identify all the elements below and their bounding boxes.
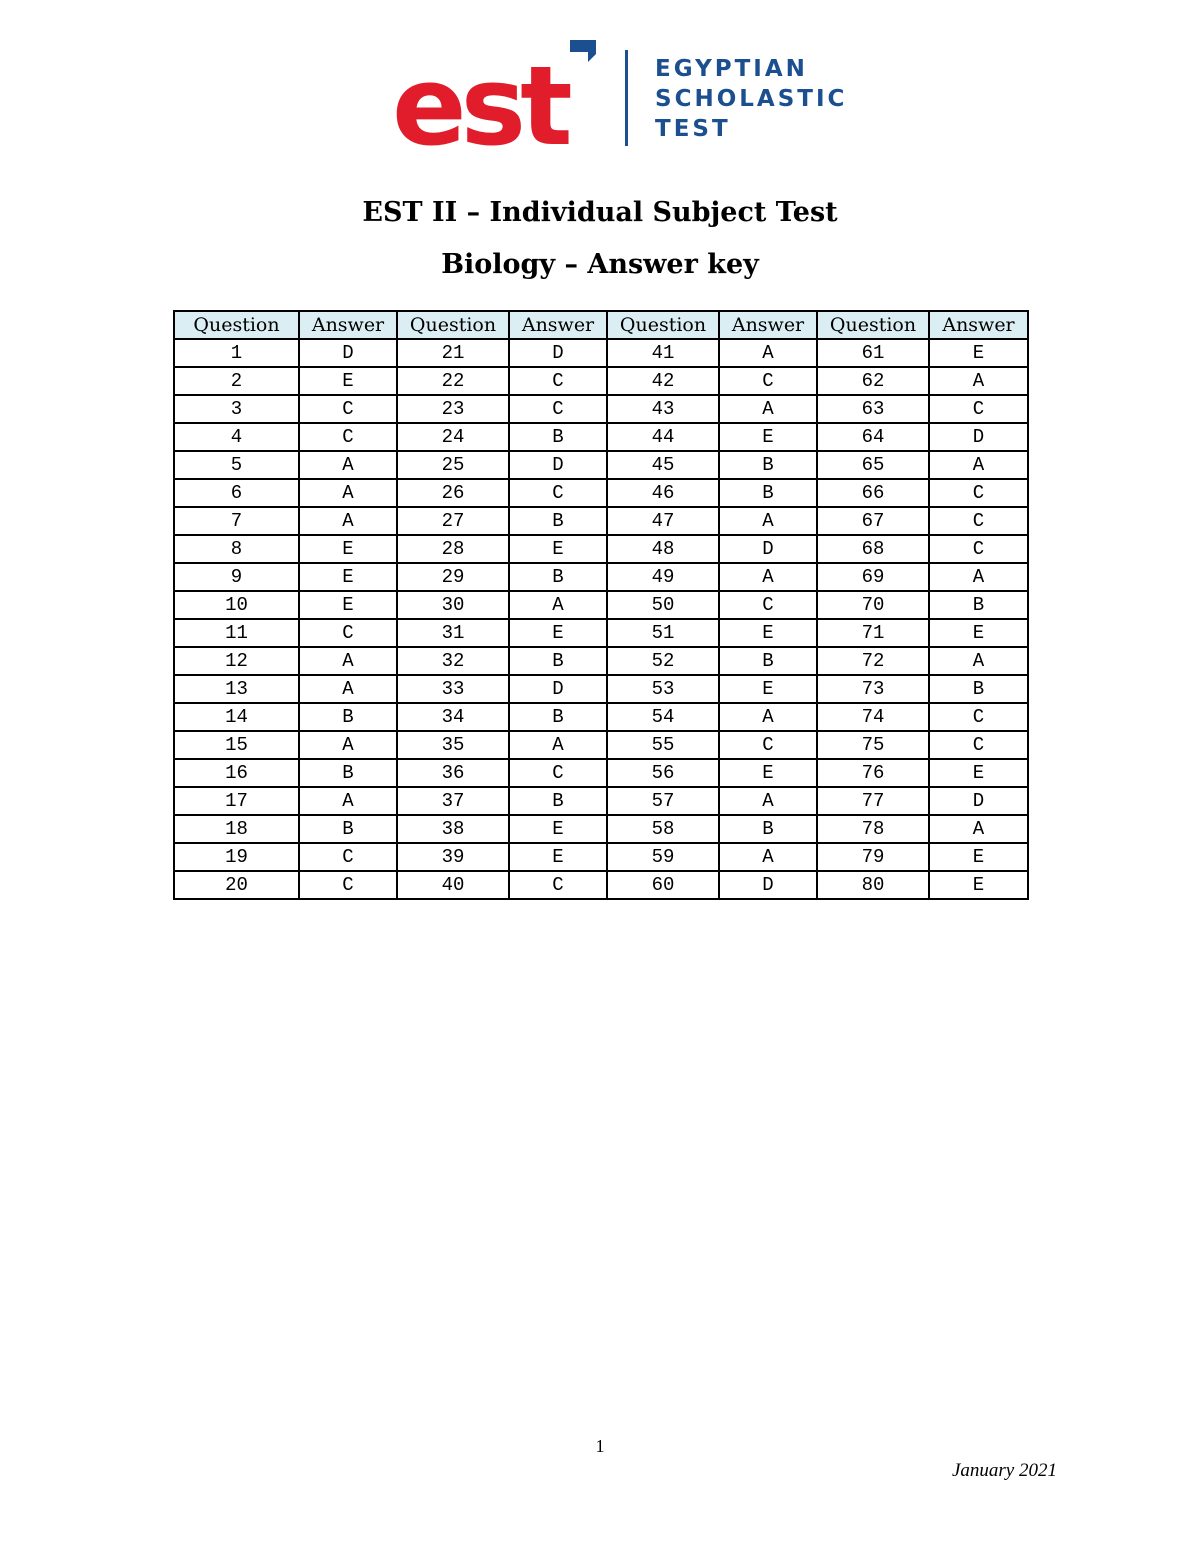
logo-name-line-3: TEST	[655, 116, 731, 142]
question-number-cell: 22	[397, 367, 509, 395]
answer-cell: A	[929, 451, 1028, 479]
answer-cell: A	[719, 507, 817, 535]
question-number-cell: 33	[397, 675, 509, 703]
question-number-cell: 77	[817, 787, 929, 815]
question-number-cell: 10	[174, 591, 299, 619]
question-column-header: Question	[397, 311, 509, 339]
table-row	[174, 423, 1028, 451]
est-logo-mark	[392, 36, 607, 152]
question-number-cell: 37	[397, 787, 509, 815]
question-number-cell: 71	[817, 619, 929, 647]
answer-cell: B	[929, 591, 1028, 619]
question-number-cell: 19	[174, 843, 299, 871]
answer-cell: D	[299, 339, 397, 367]
answer-cell: A	[719, 395, 817, 423]
question-number-cell: 55	[607, 731, 719, 759]
answer-cell: A	[719, 563, 817, 591]
answer-cell: C	[299, 423, 397, 451]
question-number-cell: 32	[397, 647, 509, 675]
answer-cell: B	[509, 563, 607, 591]
question-column-header: Question	[174, 311, 299, 339]
question-number-cell: 48	[607, 535, 719, 563]
question-number-cell: 24	[397, 423, 509, 451]
answer-cell: A	[299, 479, 397, 507]
question-number-cell: 14	[174, 703, 299, 731]
answer-cell: A	[299, 731, 397, 759]
logo-flag-icon	[570, 40, 596, 62]
answer-cell: A	[299, 675, 397, 703]
question-number-cell: 25	[397, 451, 509, 479]
question-number-cell: 11	[174, 619, 299, 647]
est-logo	[392, 36, 862, 152]
question-number-cell: 61	[817, 339, 929, 367]
question-number-cell: 8	[174, 535, 299, 563]
answer-cell: A	[299, 647, 397, 675]
answer-cell: E	[719, 759, 817, 787]
table-row	[174, 507, 1028, 535]
answer-cell: E	[929, 759, 1028, 787]
answer-cell: C	[299, 871, 397, 899]
answer-cell: C	[299, 395, 397, 423]
question-number-cell: 47	[607, 507, 719, 535]
answer-cell: B	[509, 507, 607, 535]
answer-cell: E	[299, 367, 397, 395]
answer-column-header: Answer	[299, 311, 397, 339]
answer-cell: E	[929, 339, 1028, 367]
question-number-cell: 28	[397, 535, 509, 563]
answer-cell: B	[509, 787, 607, 815]
table-row	[174, 451, 1028, 479]
question-number-cell: 15	[174, 731, 299, 759]
answer-cell: B	[719, 451, 817, 479]
answer-cell: A	[929, 647, 1028, 675]
answer-cell: D	[509, 339, 607, 367]
logo-divider	[625, 50, 628, 146]
question-number-cell: 5	[174, 451, 299, 479]
logo-name-line-1: EGYPTIAN	[655, 56, 808, 82]
table-row	[174, 535, 1028, 563]
answer-cell: E	[509, 535, 607, 563]
answer-cell: C	[929, 395, 1028, 423]
question-number-cell: 63	[817, 395, 929, 423]
answer-cell: A	[929, 563, 1028, 591]
answer-cell: A	[299, 507, 397, 535]
answer-cell: C	[929, 731, 1028, 759]
question-number-cell: 46	[607, 479, 719, 507]
document-subtitle: Biology – Answer key	[441, 249, 759, 280]
answer-cell: C	[719, 731, 817, 759]
question-number-cell: 3	[174, 395, 299, 423]
answer-cell: A	[299, 787, 397, 815]
table-row	[174, 871, 1028, 899]
table-row	[174, 591, 1028, 619]
question-number-cell: 39	[397, 843, 509, 871]
answer-cell: B	[299, 759, 397, 787]
question-number-cell: 70	[817, 591, 929, 619]
question-number-cell: 64	[817, 423, 929, 451]
answer-cell: C	[929, 507, 1028, 535]
question-number-cell: 51	[607, 619, 719, 647]
question-number-cell: 44	[607, 423, 719, 451]
question-number-cell: 78	[817, 815, 929, 843]
answer-cell: B	[299, 703, 397, 731]
question-number-cell: 53	[607, 675, 719, 703]
answer-column-header: Answer	[509, 311, 607, 339]
answer-cell: E	[719, 619, 817, 647]
table-header-row	[174, 311, 1028, 339]
answer-cell: E	[719, 423, 817, 451]
answer-cell: A	[719, 843, 817, 871]
question-number-cell: 60	[607, 871, 719, 899]
answer-cell: C	[509, 395, 607, 423]
answer-cell: E	[509, 815, 607, 843]
answer-cell: B	[299, 815, 397, 843]
answer-cell: A	[509, 591, 607, 619]
question-number-cell: 56	[607, 759, 719, 787]
table-row	[174, 843, 1028, 871]
answer-cell: A	[719, 339, 817, 367]
question-number-cell: 35	[397, 731, 509, 759]
question-number-cell: 75	[817, 731, 929, 759]
answer-cell: D	[719, 535, 817, 563]
answer-cell: C	[509, 759, 607, 787]
question-number-cell: 40	[397, 871, 509, 899]
question-number-cell: 36	[397, 759, 509, 787]
answer-cell: E	[929, 871, 1028, 899]
answer-key-table	[173, 310, 1029, 900]
question-number-cell: 42	[607, 367, 719, 395]
logo-name	[655, 54, 847, 144]
answer-cell: A	[719, 787, 817, 815]
answer-cell: C	[299, 619, 397, 647]
question-number-cell: 31	[397, 619, 509, 647]
question-number-cell: 18	[174, 815, 299, 843]
answer-cell: B	[719, 647, 817, 675]
answer-cell: A	[929, 367, 1028, 395]
question-number-cell: 73	[817, 675, 929, 703]
question-number-cell: 43	[607, 395, 719, 423]
question-number-cell: 23	[397, 395, 509, 423]
answer-cell: C	[929, 479, 1028, 507]
table-row	[174, 339, 1028, 367]
question-number-cell: 17	[174, 787, 299, 815]
answer-cell: C	[509, 479, 607, 507]
question-number-cell: 69	[817, 563, 929, 591]
table-row	[174, 395, 1028, 423]
question-number-cell: 2	[174, 367, 299, 395]
table-row	[174, 731, 1028, 759]
table-row	[174, 787, 1028, 815]
question-number-cell: 52	[607, 647, 719, 675]
question-number-cell: 21	[397, 339, 509, 367]
table-row	[174, 815, 1028, 843]
question-number-cell: 67	[817, 507, 929, 535]
answer-cell: B	[929, 675, 1028, 703]
table-row	[174, 675, 1028, 703]
question-number-cell: 16	[174, 759, 299, 787]
answer-cell: A	[719, 703, 817, 731]
answer-cell: E	[299, 563, 397, 591]
document-title: EST II – Individual Subject Test	[362, 197, 838, 228]
question-number-cell: 80	[817, 871, 929, 899]
answer-cell: D	[509, 675, 607, 703]
answer-cell: B	[509, 647, 607, 675]
answer-cell: C	[509, 871, 607, 899]
table-row	[174, 479, 1028, 507]
question-number-cell: 30	[397, 591, 509, 619]
table-body	[174, 339, 1028, 899]
answer-cell: D	[929, 787, 1028, 815]
question-column-header: Question	[817, 311, 929, 339]
question-number-cell: 65	[817, 451, 929, 479]
question-number-cell: 27	[397, 507, 509, 535]
page-number: 1	[595, 1436, 605, 1456]
question-number-cell: 9	[174, 563, 299, 591]
question-number-cell: 59	[607, 843, 719, 871]
table-row	[174, 703, 1028, 731]
question-number-cell: 1	[174, 339, 299, 367]
answer-cell: D	[719, 871, 817, 899]
answer-cell: D	[509, 451, 607, 479]
question-number-cell: 79	[817, 843, 929, 871]
question-number-cell: 58	[607, 815, 719, 843]
answer-cell: A	[929, 815, 1028, 843]
answer-column-header: Answer	[719, 311, 817, 339]
question-number-cell: 26	[397, 479, 509, 507]
table-row	[174, 367, 1028, 395]
answer-cell: E	[509, 619, 607, 647]
document-date: January 2021	[951, 1460, 1057, 1481]
question-number-cell: 38	[397, 815, 509, 843]
question-number-cell: 41	[607, 339, 719, 367]
question-number-cell: 20	[174, 871, 299, 899]
answer-cell: C	[509, 367, 607, 395]
logo-name-line-2: SCHOLASTIC	[655, 86, 848, 112]
table-row	[174, 759, 1028, 787]
question-column-header: Question	[607, 311, 719, 339]
question-number-cell: 4	[174, 423, 299, 451]
answer-cell: E	[929, 619, 1028, 647]
question-number-cell: 50	[607, 591, 719, 619]
question-number-cell: 6	[174, 479, 299, 507]
answer-cell: B	[509, 703, 607, 731]
question-number-cell: 66	[817, 479, 929, 507]
logo-mark-text: est	[392, 42, 567, 152]
answer-cell: E	[299, 591, 397, 619]
question-number-cell: 72	[817, 647, 929, 675]
question-number-cell: 54	[607, 703, 719, 731]
answer-cell: C	[299, 843, 397, 871]
answer-cell: A	[299, 451, 397, 479]
answer-cell: E	[929, 843, 1028, 871]
answer-cell: C	[719, 591, 817, 619]
question-number-cell: 13	[174, 675, 299, 703]
question-number-cell: 68	[817, 535, 929, 563]
question-number-cell: 34	[397, 703, 509, 731]
table-row	[174, 563, 1028, 591]
answer-cell: E	[719, 675, 817, 703]
answer-cell: C	[929, 535, 1028, 563]
question-number-cell: 7	[174, 507, 299, 535]
question-number-cell: 57	[607, 787, 719, 815]
answer-cell: D	[929, 423, 1028, 451]
question-number-cell: 76	[817, 759, 929, 787]
answer-cell: E	[509, 843, 607, 871]
answer-column-header: Answer	[929, 311, 1028, 339]
answer-cell: C	[929, 703, 1028, 731]
table-row	[174, 647, 1028, 675]
question-number-cell: 45	[607, 451, 719, 479]
answer-cell: B	[719, 479, 817, 507]
answer-cell: E	[299, 535, 397, 563]
question-number-cell: 29	[397, 563, 509, 591]
answer-cell: C	[719, 367, 817, 395]
question-number-cell: 12	[174, 647, 299, 675]
answer-cell: A	[509, 731, 607, 759]
question-number-cell: 49	[607, 563, 719, 591]
question-number-cell: 62	[817, 367, 929, 395]
table-row	[174, 619, 1028, 647]
question-number-cell: 74	[817, 703, 929, 731]
answer-cell: B	[509, 423, 607, 451]
answer-cell: B	[719, 815, 817, 843]
